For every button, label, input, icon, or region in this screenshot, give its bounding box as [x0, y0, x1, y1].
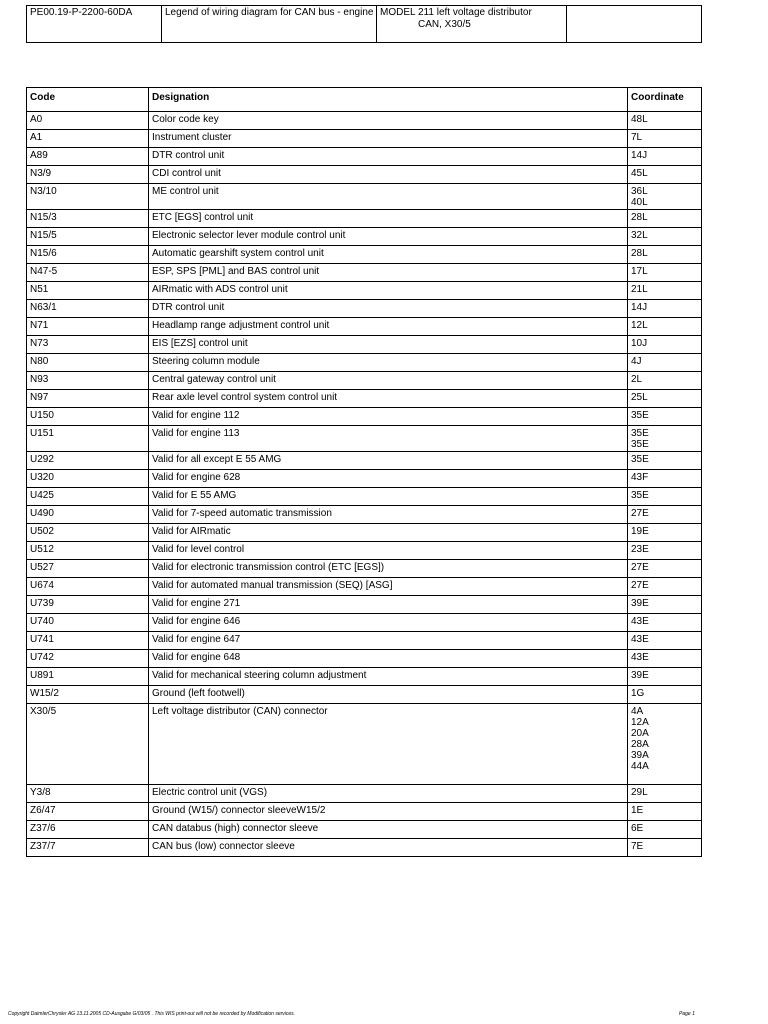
coordinate-value: 27E	[631, 508, 649, 519]
cell-designation: Rear axle level control system control unit	[149, 390, 628, 408]
cell-code: U741	[27, 632, 149, 650]
coordinate-value: 27E	[631, 580, 649, 591]
cell-coordinate	[628, 246, 702, 264]
cell-code: U742	[27, 650, 149, 668]
cell-code: W15/2	[27, 686, 149, 704]
cell-code: N80	[27, 354, 149, 372]
cell-code: N47-5	[27, 264, 149, 282]
table-row	[27, 166, 702, 184]
cell-designation: ETC [EGS] control unit	[149, 210, 628, 228]
table-row	[27, 246, 702, 264]
cell-designation: Electronic selector lever module control unit	[149, 228, 628, 246]
cell-designation: AIRmatic with ADS control unit	[149, 282, 628, 300]
header-empty-cell	[567, 6, 702, 43]
coordinate-value: 39A	[631, 750, 649, 761]
cell-coordinate	[628, 282, 702, 300]
cell-coordinate	[628, 112, 702, 130]
cell-code: Z6/47	[27, 803, 149, 821]
cell-coordinate	[628, 300, 702, 318]
coordinate-value: 35E	[631, 410, 649, 421]
table-row	[27, 578, 702, 596]
cell-coordinate	[628, 560, 702, 578]
cell-designation: Valid for mechanical steering column adjustment	[149, 668, 628, 686]
coordinate-value: 1E	[631, 805, 644, 816]
coordinate-value: 4J	[631, 356, 642, 367]
document-header	[26, 5, 702, 43]
cell-code: N63/1	[27, 300, 149, 318]
cell-coordinate	[628, 704, 702, 785]
cell-coordinate	[628, 390, 702, 408]
cell-designation: Valid for AIRmatic	[149, 524, 628, 542]
cell-designation: Headlamp range adjustment control unit	[149, 318, 628, 336]
cell-code: U151	[27, 426, 149, 452]
cell-coordinate	[628, 470, 702, 488]
model-value: 211 left voltage distributor CAN, X30/5	[418, 7, 532, 30]
cell-code: U739	[27, 596, 149, 614]
cell-designation: DTR control unit	[149, 300, 628, 318]
cell-coordinate	[628, 821, 702, 839]
coordinate-value: 40L	[631, 197, 648, 208]
coordinate-value: 17L	[631, 266, 648, 277]
coordinate-value: 28L	[631, 212, 648, 223]
cell-coordinate	[628, 426, 702, 452]
cell-designation: Valid for engine 647	[149, 632, 628, 650]
cell-designation: Steering column module	[149, 354, 628, 372]
coordinate-value: 14J	[631, 302, 648, 313]
cell-designation: ESP, SPS [PML] and BAS control unit	[149, 264, 628, 282]
coordinate-value: 43F	[631, 472, 649, 483]
cell-coordinate	[628, 210, 702, 228]
column-header-coordinate: Coordinate	[628, 88, 702, 112]
table-row	[27, 821, 702, 839]
footer-copyright: Copyright DaimlerChrysler AG 13.11.2005 CD-Ausgabe G/03/05 . This WIS print-out will not be recorded by Modification services.	[8, 1011, 296, 1017]
cell-code: N15/3	[27, 210, 149, 228]
coordinate-value: 44A	[631, 761, 649, 772]
table-row	[27, 650, 702, 668]
cell-code: N93	[27, 372, 149, 390]
table-row	[27, 228, 702, 246]
table-row	[27, 452, 702, 470]
doc-title: Legend of wiring diagram for CAN bus - engine	[162, 6, 377, 43]
table-row	[27, 390, 702, 408]
cell-coordinate	[628, 130, 702, 148]
cell-code: U674	[27, 578, 149, 596]
table-row	[27, 542, 702, 560]
coordinate-value: 35E	[631, 490, 649, 501]
legend-table-body	[27, 112, 702, 857]
table-row	[27, 596, 702, 614]
column-header-code: Code	[27, 88, 149, 112]
cell-designation: Color code key	[149, 112, 628, 130]
cell-coordinate	[628, 506, 702, 524]
cell-designation: Valid for engine 648	[149, 650, 628, 668]
table-row	[27, 372, 702, 390]
legend-table	[26, 87, 702, 857]
cell-code: N73	[27, 336, 149, 354]
table-row	[27, 704, 702, 785]
cell-designation: Valid for electronic transmission control (ETC [EGS])	[149, 560, 628, 578]
cell-designation: Valid for engine 112	[149, 408, 628, 426]
table-row	[27, 264, 702, 282]
table-row	[27, 632, 702, 650]
doc-id: PE00.19-P-2200-60DA	[27, 6, 162, 43]
cell-coordinate	[628, 668, 702, 686]
cell-designation: Valid for all except E 55 AMG	[149, 452, 628, 470]
cell-code: U150	[27, 408, 149, 426]
cell-designation: CAN bus (low) connector sleeve	[149, 839, 628, 857]
coordinate-value: 39E	[631, 598, 649, 609]
coordinate-value: 28L	[631, 248, 648, 259]
coordinate-value: 35E	[631, 428, 649, 439]
cell-designation: Automatic gearshift system control unit	[149, 246, 628, 264]
cell-code: U512	[27, 542, 149, 560]
cell-designation: DTR control unit	[149, 148, 628, 166]
cell-code: Y3/8	[27, 785, 149, 803]
coordinate-value: 1G	[631, 688, 645, 699]
cell-code: N51	[27, 282, 149, 300]
cell-code: U740	[27, 614, 149, 632]
coordinate-value: 35E	[631, 454, 649, 465]
cell-coordinate	[628, 408, 702, 426]
cell-coordinate	[628, 632, 702, 650]
table-row	[27, 426, 702, 452]
cell-designation: Valid for 7-speed automatic transmission	[149, 506, 628, 524]
table-row	[27, 408, 702, 426]
cell-code: A0	[27, 112, 149, 130]
cell-code: Z37/6	[27, 821, 149, 839]
table-row	[27, 130, 702, 148]
coordinate-value: 29L	[631, 787, 648, 798]
cell-coordinate	[628, 488, 702, 506]
table-row	[27, 282, 702, 300]
model-label: MODEL	[380, 7, 416, 18]
table-row	[27, 300, 702, 318]
table-row	[27, 686, 702, 704]
coordinate-value: 35E	[631, 439, 649, 450]
cell-coordinate	[628, 614, 702, 632]
coordinate-value: 36L	[631, 186, 648, 197]
coordinate-value: 12L	[631, 320, 648, 331]
table-row	[27, 112, 702, 130]
table-row	[27, 210, 702, 228]
cell-code: U527	[27, 560, 149, 578]
coordinate-value: 6E	[631, 823, 644, 834]
footer-page-number: Page 1	[679, 1011, 695, 1017]
cell-coordinate	[628, 524, 702, 542]
cell-coordinate	[628, 542, 702, 560]
cell-designation: Valid for level control	[149, 542, 628, 560]
cell-coordinate	[628, 372, 702, 390]
cell-coordinate	[628, 264, 702, 282]
cell-code: X30/5	[27, 704, 149, 785]
coordinate-value: 45L	[631, 168, 648, 179]
cell-coordinate	[628, 596, 702, 614]
coordinate-value: 19E	[631, 526, 649, 537]
cell-code: N15/5	[27, 228, 149, 246]
cell-designation: EIS [EZS] control unit	[149, 336, 628, 354]
cell-designation: Ground (left footwell)	[149, 686, 628, 704]
cell-coordinate	[628, 839, 702, 857]
table-header-row	[27, 88, 702, 112]
cell-designation: Left voltage distributor (CAN) connector	[149, 704, 628, 785]
coordinate-value: 4A	[631, 706, 644, 717]
cell-code: N71	[27, 318, 149, 336]
cell-coordinate	[628, 354, 702, 372]
table-row	[27, 318, 702, 336]
column-header-designation: Designation	[149, 88, 628, 112]
table-row	[27, 524, 702, 542]
cell-coordinate	[628, 148, 702, 166]
coordinate-value: 39E	[631, 670, 649, 681]
cell-coordinate	[628, 785, 702, 803]
table-row	[27, 354, 702, 372]
cell-designation: Valid for engine 113	[149, 426, 628, 452]
cell-designation: Ground (W15/) connector sleeveW15/2	[149, 803, 628, 821]
cell-coordinate	[628, 803, 702, 821]
cell-designation: Valid for engine 646	[149, 614, 628, 632]
cell-coordinate	[628, 650, 702, 668]
coordinate-value: 32L	[631, 230, 648, 241]
cell-code: U425	[27, 488, 149, 506]
cell-designation: Valid for engine 628	[149, 470, 628, 488]
coordinate-value: 43E	[631, 634, 649, 645]
coordinate-value: 23E	[631, 544, 649, 555]
cell-code: Z37/7	[27, 839, 149, 857]
coordinate-value: 43E	[631, 616, 649, 627]
cell-code: U891	[27, 668, 149, 686]
coordinate-value: 7L	[631, 132, 643, 143]
coordinate-value: 14J	[631, 150, 648, 161]
cell-code: U502	[27, 524, 149, 542]
cell-coordinate	[628, 578, 702, 596]
table-row	[27, 184, 702, 210]
coordinate-value: 25L	[631, 392, 648, 403]
cell-code: A89	[27, 148, 149, 166]
table-row	[27, 668, 702, 686]
cell-code: A1	[27, 130, 149, 148]
cell-coordinate	[628, 686, 702, 704]
cell-coordinate	[628, 336, 702, 354]
cell-code: U490	[27, 506, 149, 524]
table-row	[27, 506, 702, 524]
cell-designation: Instrument cluster	[149, 130, 628, 148]
cell-coordinate	[628, 184, 702, 210]
model-cell	[377, 6, 567, 43]
table-row	[27, 803, 702, 821]
table-row	[27, 148, 702, 166]
cell-designation: Electric control unit (VGS)	[149, 785, 628, 803]
cell-code: U292	[27, 452, 149, 470]
cell-code: N97	[27, 390, 149, 408]
blank-line	[631, 772, 698, 783]
table-row	[27, 470, 702, 488]
cell-coordinate	[628, 452, 702, 470]
coordinate-value: 12A	[631, 717, 649, 728]
cell-coordinate	[628, 318, 702, 336]
cell-coordinate	[628, 228, 702, 246]
cell-coordinate	[628, 166, 702, 184]
table-row	[27, 614, 702, 632]
cell-designation: CDI control unit	[149, 166, 628, 184]
table-row	[27, 560, 702, 578]
table-row	[27, 488, 702, 506]
coordinate-value: 2L	[631, 374, 643, 385]
cell-designation: CAN databus (high) connector sleeve	[149, 821, 628, 839]
cell-designation: Valid for E 55 AMG	[149, 488, 628, 506]
cell-designation: Central gateway control unit	[149, 372, 628, 390]
table-row	[27, 336, 702, 354]
cell-code: U320	[27, 470, 149, 488]
coordinate-value: 21L	[631, 284, 648, 295]
cell-code: N15/6	[27, 246, 149, 264]
cell-designation: Valid for automated manual transmission (SEQ) [ASG]	[149, 578, 628, 596]
coordinate-value: 28A	[631, 739, 649, 750]
coordinate-value: 43E	[631, 652, 649, 663]
coordinate-value: 7E	[631, 841, 644, 852]
table-row	[27, 785, 702, 803]
table-row	[27, 839, 702, 857]
coordinate-value: 10J	[631, 338, 648, 349]
coordinate-value: 48L	[631, 114, 648, 125]
cell-code: N3/10	[27, 184, 149, 210]
cell-code: N3/9	[27, 166, 149, 184]
coordinate-value: 27E	[631, 562, 649, 573]
coordinate-value: 20A	[631, 728, 649, 739]
cell-designation: Valid for engine 271	[149, 596, 628, 614]
cell-designation: ME control unit	[149, 184, 628, 210]
